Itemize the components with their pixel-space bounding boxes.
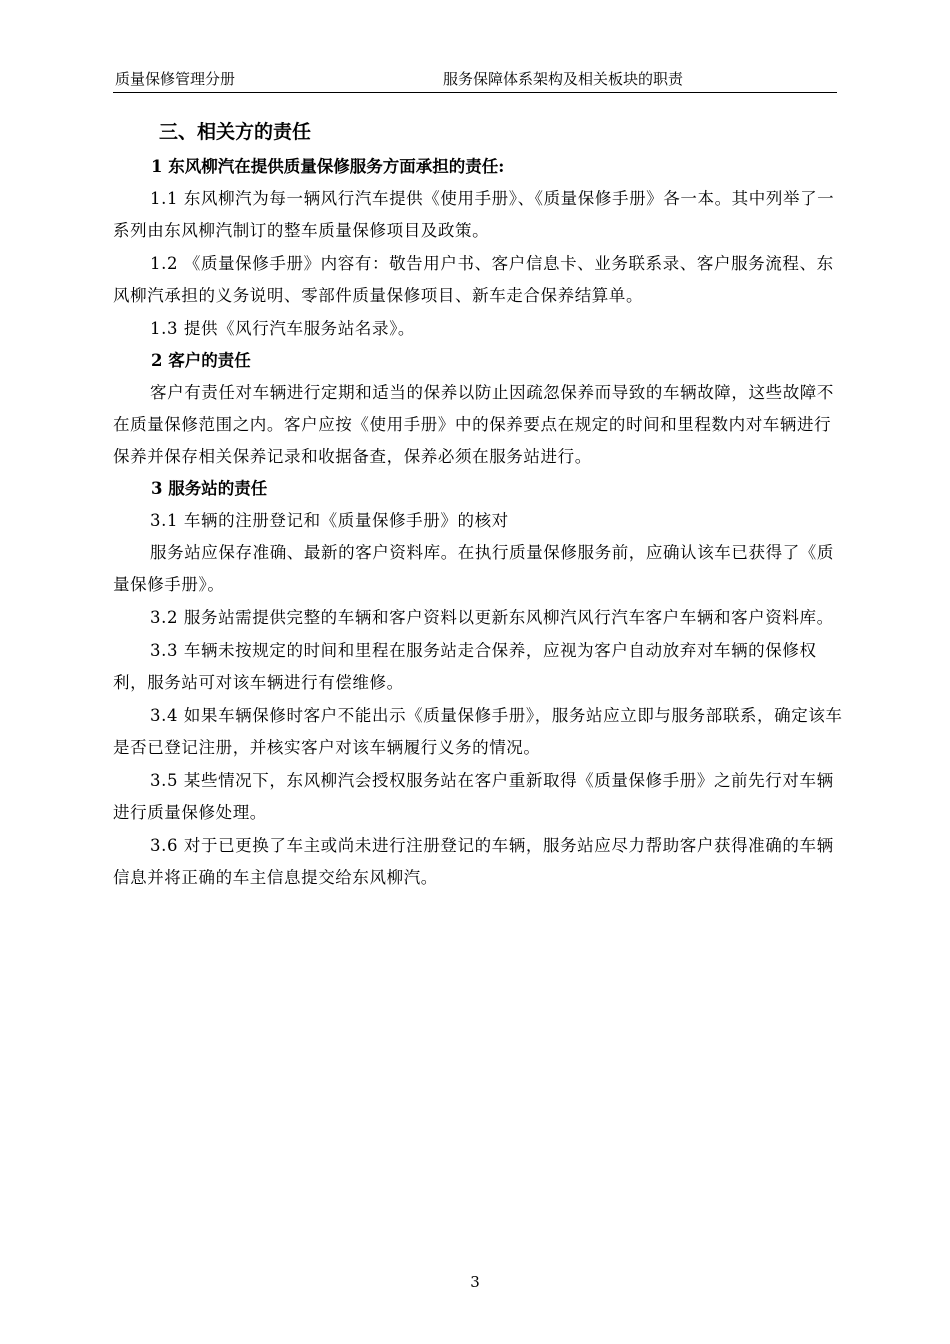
paragraph-1-2: 1.2 《质量保修手册》内容有：敬告用户书、客户信息卡、业务联系录、客户服务流程、东风柳汽承担的义务说明、零部件质量保修项目、新车走合保养结算单。 xyxy=(113,254,834,305)
paragraph-1-1: 1.1 东风柳汽为每一辆风行汽车提供《使用手册》、《质量保修手册》各一本。其中列举了一系列由东风柳汽制订的整车质量保修项目及政策。 xyxy=(113,189,835,240)
paragraph-3-5: 3.5 某些情况下，东风柳汽会授权服务站在客户重新取得《质量保修手册》之前先行对车辆进行质量保修处理。 xyxy=(113,771,834,822)
page-number: 3 xyxy=(470,1273,480,1291)
paragraph-1-3: 1.3 提供《风行汽车服务站名录》。 xyxy=(150,319,416,338)
page-header xyxy=(113,70,837,93)
subsection-title-2: 2 客户的责任 xyxy=(151,351,251,370)
paragraph-3-6: 3.6 对于已更换了车主或尚未进行注册登记的车辆，服务站应尽力帮助客户获得准确的车辆信息并将正确的车主信息提交给东风柳汽。 xyxy=(113,836,834,887)
subsection-title-3: 3 服务站的责任 xyxy=(151,479,268,498)
paragraph-3-1-body: 服务站应保存准确、最新的客户资料库。在执行质量保修服务前，应确认该车已获得了《质量保修手册》。 xyxy=(113,543,834,594)
paragraph-3-3: 3.3 车辆未按规定的时间和里程在服务站走合保养，应视为客户自动放弃对车辆的保修权利，服务站可对该车辆进行有偿维修。 xyxy=(113,641,817,692)
paragraph-3-1: 3.1 车辆的注册登记和《质量保修手册》的核对 xyxy=(150,511,509,530)
subsection-title-1: 1 东风柳汽在提供质量保修服务方面承担的责任: xyxy=(151,157,505,176)
header-manual-title: 质量保修管理分册 xyxy=(115,70,236,88)
paragraph-3-4: 3.4 如果车辆保修时客户不能出示《质量保修手册》，服务站应立即与服务部联系，确定该车是否已登记注册，并核实客户对该车辆履行义务的情况。 xyxy=(113,706,843,757)
header-chapter-title: 服务保障体系架构及相关板块的职责 xyxy=(443,70,684,88)
section-title: 三、相关方的责任 xyxy=(159,121,312,143)
paragraph-3-2: 3.2 服务站需提供完整的车辆和客户资料以更新东风柳汽风行汽车客户车辆和客户资料库。 xyxy=(150,608,834,627)
paragraph-2-1: 客户有责任对车辆进行定期和适当的保养以防止因疏忽保养而导致的车辆故障，这些故障不在质量保修范围之内。客户应按《使用手册》中的保养要点在规定的时间和里程数内对车辆进行保养并保存相关保养记录和收据备查，保养必须在服务站进行。 xyxy=(113,383,834,466)
document-body xyxy=(113,118,848,894)
